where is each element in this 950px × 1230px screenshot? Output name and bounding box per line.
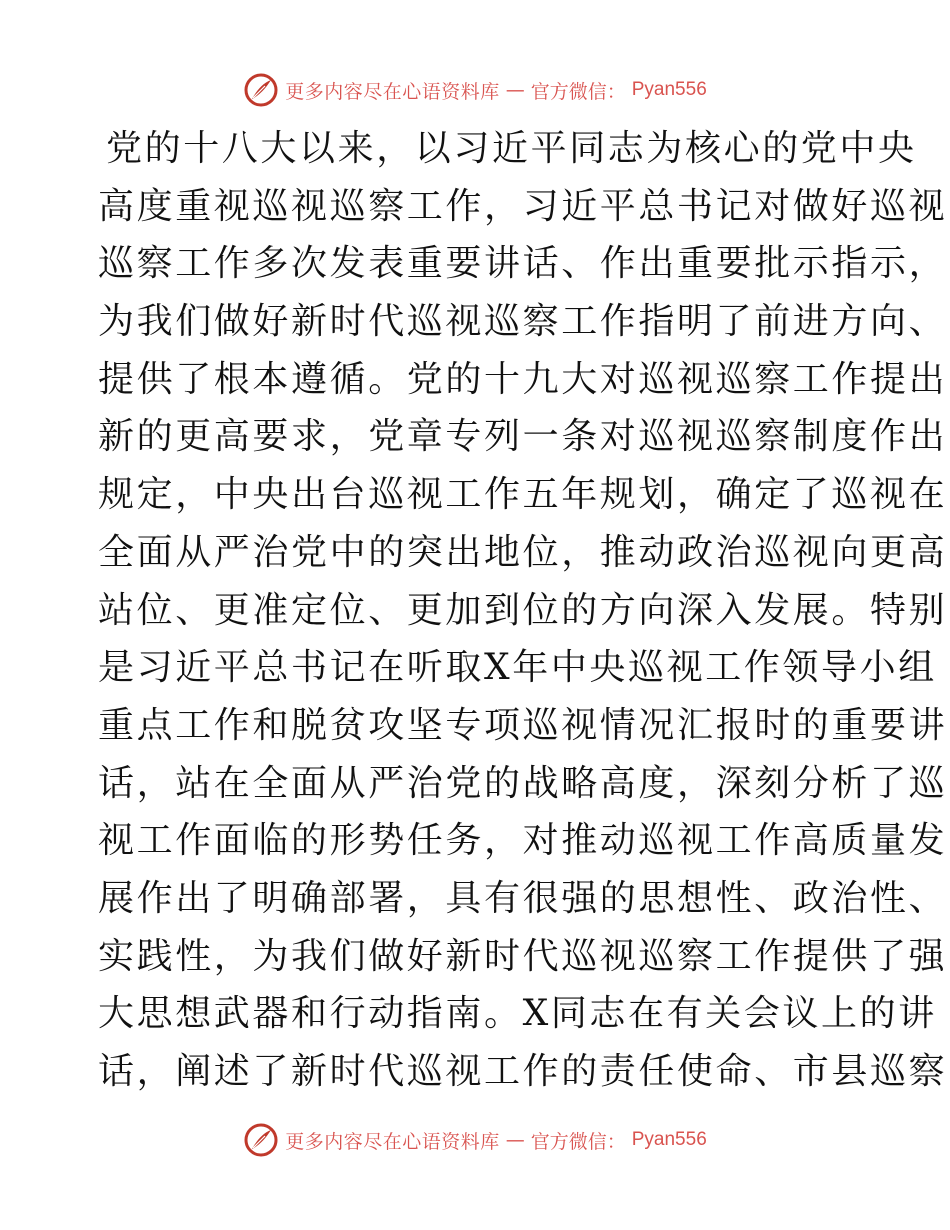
watermark-wechat-label: 官方微信：: [530, 80, 626, 103]
text-line: 话，站在全面从严治党的战略高度，深刻分析了巡: [98, 762, 948, 804]
text-line: 是习近平总书记在听取X年中央巡视工作领导小组: [98, 647, 937, 689]
text-line: 党的十八大以来，以习近平同志为核心的党中央: [106, 128, 917, 169]
text-line: 巡察工作多次发表重要讲话、作出重要批示指示，: [98, 243, 948, 285]
watermark-wechat-label: 官方微信：: [530, 1130, 626, 1153]
watermark-wechat-id: Pyan556: [631, 79, 707, 100]
watermark-wechat-id: Pyan556: [631, 1129, 707, 1150]
text-line: 视工作面临的形势任务，对推动巡视工作高质量发: [98, 820, 948, 862]
text-line: 全面从严治党中的突出地位，推动政治巡视向更高: [98, 531, 948, 573]
text-line: 重点工作和脱贫攻坚专项巡视情况汇报时的重要讲: [98, 704, 948, 746]
watermark-text: 更多内容尽在心语资料库: [285, 1130, 500, 1153]
document-body: [98, 120, 948, 1101]
footer-watermark: [0, 1120, 950, 1160]
text-line: 话，阐述了新时代巡视工作的责任使命、市县巡察: [98, 1051, 948, 1092]
text-line: 大思想武器和行动指南。X同志在有关会议上的讲: [98, 993, 937, 1035]
text-line: 提供了根本遵循。党的十九大对巡视巡察工作提出: [98, 358, 948, 400]
text-line: 高度重视巡视巡察工作，习近平总书记对做好巡视: [98, 185, 948, 227]
text-line: 为我们做好新时代巡视巡察工作指明了前进方向、: [98, 301, 948, 343]
text-line: 新的更高要求，党章专列一条对巡视巡察制度作出: [98, 416, 948, 458]
text-line: 规定，中央出台巡视工作五年规划，确定了巡视在: [98, 474, 948, 516]
text-line: 站位、更准定位、更加到位的方向深入发展。特别: [98, 589, 948, 631]
text-line: 展作出了明确部署，具有很强的思想性、政治性、: [98, 877, 948, 919]
text-line: 实践性，为我们做好新时代巡视巡察工作提供了强: [98, 935, 948, 977]
feather-logo-icon: [243, 1122, 279, 1158]
watermark-text: 更多内容尽在心语资料库: [285, 80, 500, 103]
watermark-dash: —: [505, 79, 525, 101]
header-watermark: [0, 70, 950, 110]
watermark-dash: —: [505, 1129, 525, 1151]
feather-logo-icon: [243, 72, 279, 108]
